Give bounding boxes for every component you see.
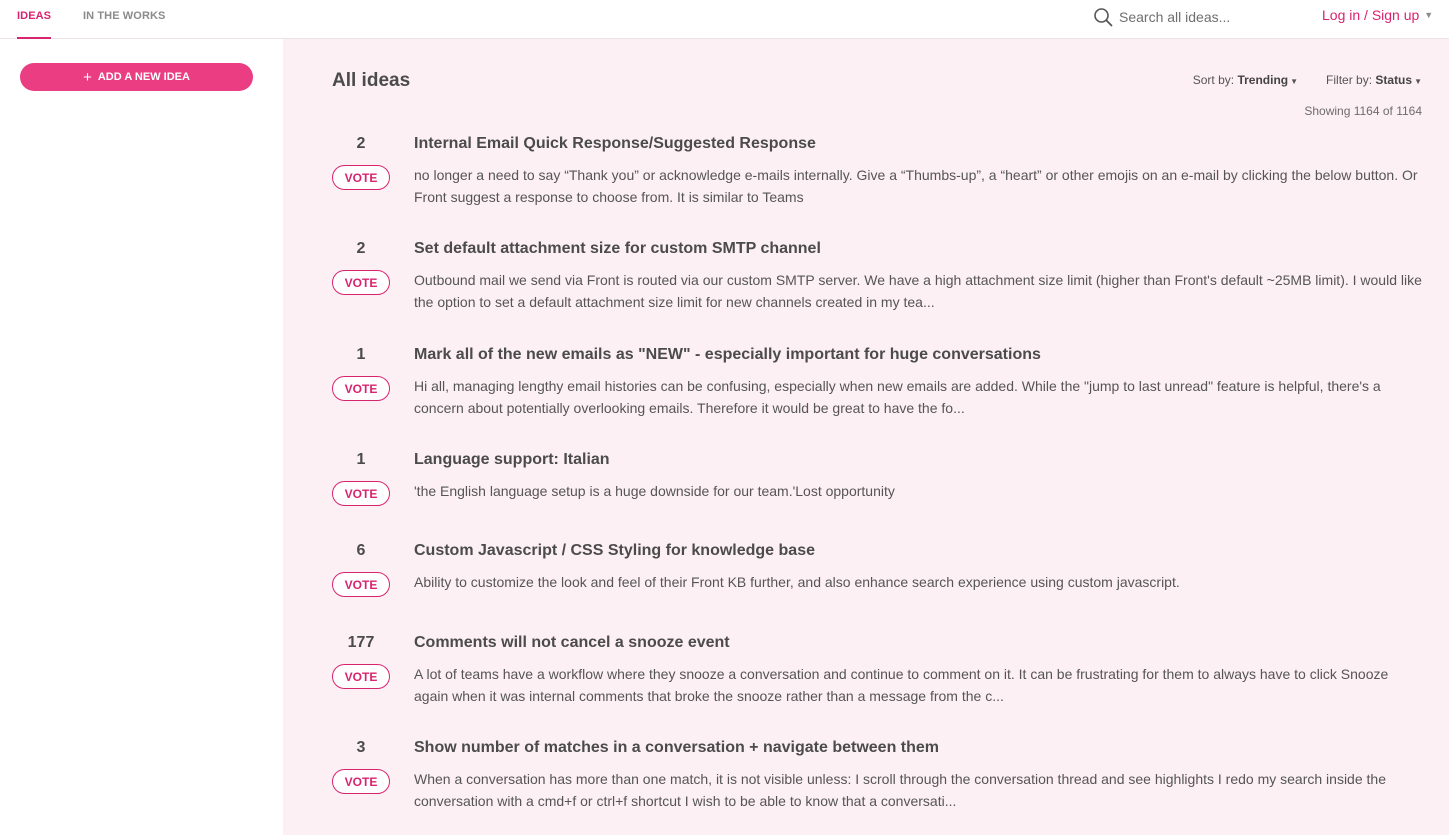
caret-down-icon: ▼: [1414, 77, 1422, 86]
add-new-idea-label: ADD A NEW IDEA: [97, 71, 190, 83]
idea-title[interactable]: Set default attachment size for custom SMTP channel: [414, 240, 821, 257]
vote-count: 2: [356, 240, 366, 257]
tab-in-the-works[interactable]: IN THE WORKS: [83, 10, 166, 22]
caret-down-icon: ▼: [1290, 77, 1299, 86]
plus-icon: +: [83, 68, 92, 86]
caret-down-icon: ▼: [1424, 10, 1434, 20]
sort-value: Trending: [1237, 73, 1289, 87]
idea-description: Hi all, managing lengthy email histories can be confusing, especially when new emails are added. While the "jump to last unread" feature is helpful, there's a concern about potentially overlooking emails. Therefore it would be great to have the fo...: [414, 378, 1381, 416]
search-box: [1093, 6, 1308, 28]
search-icon[interactable]: [1093, 7, 1113, 27]
login-signup-label: Log in / Sign up: [1322, 7, 1420, 23]
vote-count: 6: [356, 542, 366, 559]
list-controls: [1193, 73, 1422, 87]
top-nav: [0, 0, 1449, 39]
main-content: [283, 39, 1449, 835]
idea-title[interactable]: Language support: Italian: [414, 451, 610, 468]
sort-label: Sort by:: [1192, 73, 1235, 87]
filter-dropdown[interactable]: [1326, 73, 1422, 87]
vote-button[interactable]: VOTE: [332, 165, 390, 190]
login-signup-link[interactable]: [1322, 7, 1433, 23]
idea-title[interactable]: Show number of matches in a conversation + navigate between them: [414, 739, 940, 756]
idea-title[interactable]: Custom Javascript / CSS Styling for knowledge base: [414, 542, 815, 559]
vote-count: 1: [356, 346, 366, 363]
idea-title[interactable]: Internal Email Quick Response/Suggested Response: [414, 135, 816, 152]
idea-description: A lot of teams have a workflow where they snooze a conversation and continue to comment on it. It can be frustrating for them to always have to click Snooze again when it was internal comments that broke the snooze rather than a message from the c...: [414, 666, 1389, 704]
idea-description: no longer a need to say “Thank you” or acknowledge e-mails internally. Give a “Thumbs-up”, a “heart” or other emojis on an e-mail by clicking the below button. Or Front suggest a response to choose from. It is similar to Teams: [414, 167, 1418, 205]
search-input[interactable]: [1119, 9, 1299, 25]
sort-dropdown[interactable]: [1193, 73, 1298, 87]
vote-count: 177: [347, 634, 375, 651]
vote-button[interactable]: VOTE: [332, 769, 390, 794]
filter-label: Filter by:: [1326, 73, 1373, 87]
vote-count: 1: [356, 451, 366, 468]
add-new-idea-button[interactable]: [20, 63, 253, 91]
idea-description: 'the English language setup is a huge downside for our team.'Lost opportunity: [414, 483, 895, 499]
filter-value: Status: [1375, 73, 1413, 87]
result-count: Showing 1164 of 1164: [1304, 104, 1422, 118]
idea-description: Outbound mail we send via Front is routed via our custom SMTP server. We have a high attachment size limit (higher than Front's default ~25MB limit). I would like the option to set a default attachment size limit for new channels created in my tea...: [414, 272, 1422, 310]
vote-button[interactable]: VOTE: [332, 572, 390, 597]
idea-description: Ability to customize the look and feel of their Front KB further, and also enhance search experience using custom javascript.: [414, 574, 1180, 590]
page-title: All ideas: [332, 70, 411, 91]
sidebar: [0, 39, 283, 835]
tab-ideas[interactable]: IDEAS: [17, 0, 51, 39]
vote-button[interactable]: VOTE: [332, 376, 390, 401]
idea-title[interactable]: Comments will not cancel a snooze event: [414, 634, 730, 651]
vote-button[interactable]: VOTE: [332, 481, 390, 506]
idea-title[interactable]: Mark all of the new emails as "NEW" - especially important for huge conversations: [414, 346, 1041, 363]
vote-button[interactable]: VOTE: [332, 664, 390, 689]
idea-description: When a conversation has more than one match, it is not visible unless: I scroll through the conversation thread and see highlights I redo my search inside the conversation with a cmd+f or ctrl+f shortcut I wish to be able to know that a conversati...: [414, 771, 1386, 809]
vote-button[interactable]: VOTE: [332, 270, 390, 295]
vote-count: 2: [356, 135, 366, 152]
vote-count: 3: [356, 739, 366, 756]
